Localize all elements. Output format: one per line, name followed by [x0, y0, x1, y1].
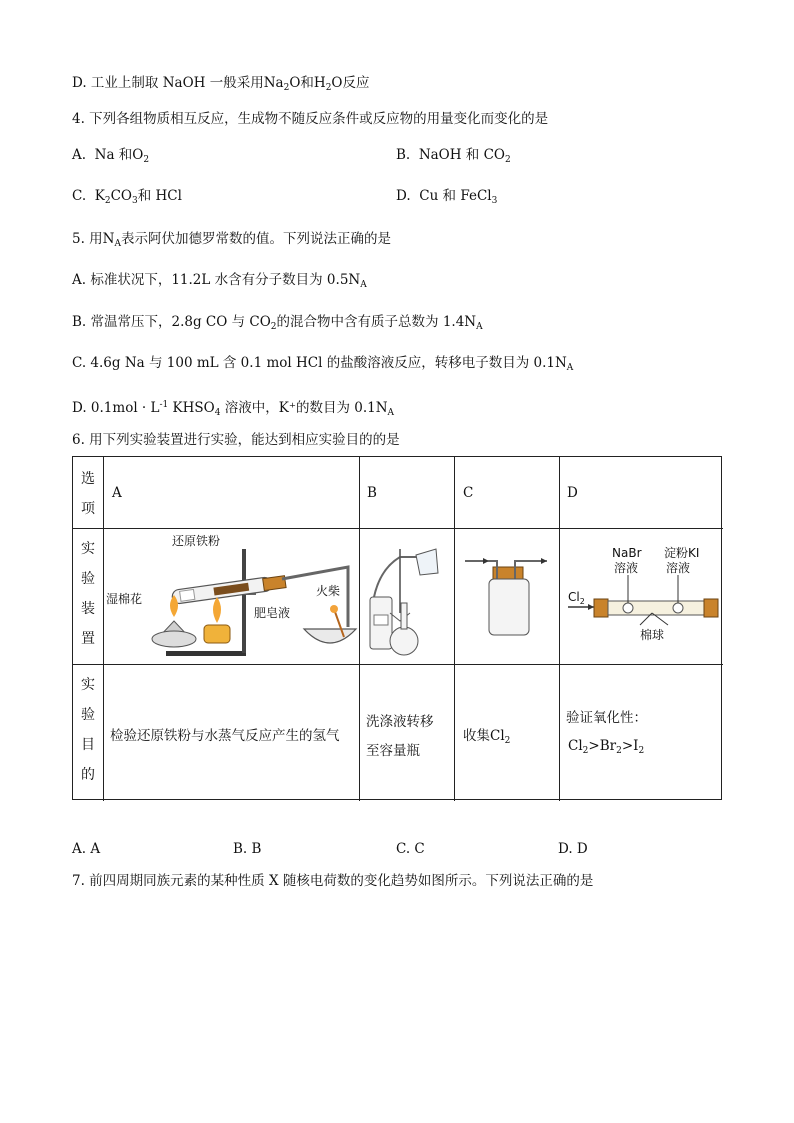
header-char: 项	[81, 501, 95, 517]
option-text: CO	[110, 188, 132, 204]
q3-d-prefix: D. 工业上制取 NaOH 一般采用	[72, 75, 264, 91]
formula-cl2: Cl	[490, 728, 505, 744]
purpose-a: 检验还原铁粉与水蒸气反应产生的氢气	[110, 728, 340, 744]
label-cl2: $Cl_2$	[568, 590, 585, 606]
purpose-d-line1: 验证氧化性：	[566, 710, 647, 726]
test-tube	[171, 575, 286, 605]
formula-h2o: H	[313, 75, 326, 91]
option-text: K	[94, 188, 105, 204]
stand-rod	[242, 549, 246, 653]
header-char: 验	[81, 571, 95, 587]
formula-text: >Br	[588, 738, 617, 754]
header-char: 实	[81, 541, 95, 557]
purpose-b-line2: 至容量瓶	[366, 743, 420, 759]
inlet-arrowhead	[483, 558, 489, 564]
header-a: A	[112, 485, 122, 501]
q5-option-c	[72, 354, 573, 377]
label-match: 火柴	[316, 584, 341, 598]
bottle-label	[374, 615, 388, 625]
header-d: D	[567, 485, 578, 501]
stand-base	[166, 651, 246, 656]
apparatus-b-figure	[360, 529, 454, 664]
subscript: 2	[504, 736, 511, 746]
subscript: 2	[104, 196, 111, 206]
symbol-na: N	[102, 231, 115, 247]
option-text: C. 4.6g Na 与 100 mL 含 0.1 mol HCl 的盐酸溶液反应，转移电子数目为 0.1N	[72, 355, 567, 371]
subscript: A	[387, 408, 395, 418]
label-cotton-ball: 棉球	[640, 628, 665, 642]
cl2-arrowhead	[588, 604, 594, 610]
apparatus-d-figure	[560, 529, 722, 664]
formula-na2o: Na	[263, 75, 284, 91]
right-stopper	[704, 599, 718, 617]
option-text: 的混合物中含有质子总数为 1.4N	[276, 314, 477, 330]
subscript: A	[360, 280, 367, 290]
header-char: 的	[81, 767, 95, 783]
glass-tube	[608, 601, 704, 615]
subscript: 2	[143, 155, 150, 165]
q4-option-d	[396, 187, 497, 210]
option-text: A. 标准状况下，11.2L 水含有分子数目为 0.5N	[72, 272, 361, 288]
option-label: C.	[72, 188, 87, 204]
gas-bottle	[489, 579, 529, 635]
header-c: C	[463, 485, 474, 501]
option-text: 和 HCl	[137, 188, 182, 204]
row-apparatus-head	[73, 534, 103, 654]
header-char: 验	[81, 707, 95, 723]
subscript: 2	[582, 746, 589, 756]
option-text: B. 常温常压下，2.8g CO 与 CO	[72, 314, 271, 330]
label-soap: 肥皂液	[254, 606, 291, 620]
q6-table	[72, 456, 723, 801]
option-label: D.	[396, 188, 411, 204]
option-text: KHSO	[168, 400, 215, 416]
q3-option-d	[72, 74, 370, 97]
subscript: 2	[616, 746, 622, 756]
header-char: 实	[81, 677, 95, 693]
option-text: NaOH 和 CO	[418, 147, 505, 163]
subscript: 4	[214, 408, 221, 418]
q4-stem: 4. 下列各组物质相互反应，生成物不随反应条件或反应物的用量变化而变化的是	[72, 111, 549, 127]
row-purpose-head	[73, 670, 103, 790]
outlet-arrowhead	[541, 558, 547, 564]
subscript: A	[566, 363, 574, 373]
answer-d: D. D	[558, 841, 588, 857]
option-text: 溶液中，K⁺的数目为 0.1N	[220, 400, 388, 416]
stem-text: 表示阿伏加德罗常数的值。下列说法正确的是	[120, 231, 391, 247]
left-stopper	[594, 599, 608, 617]
subscript: A	[476, 322, 483, 332]
subscript: 2	[270, 322, 277, 332]
header-char: 目	[81, 737, 95, 753]
label-starch-ki: 淀粉KI	[664, 546, 700, 560]
label-ki-solution: 溶液	[666, 561, 691, 575]
q5-option-a	[72, 271, 367, 294]
answer-c: C. C	[396, 841, 425, 857]
subscript: 3	[491, 196, 498, 206]
flask-neck	[401, 603, 407, 629]
q4-option-c	[72, 187, 182, 210]
evaporating-dish	[304, 629, 356, 643]
purpose-d-line2	[568, 738, 644, 756]
subscript: 3	[131, 196, 138, 206]
label-wet-cotton: 湿棉花	[106, 592, 143, 606]
apparatus-c-figure	[455, 529, 559, 664]
option-text: D. 0.1mol · L	[72, 400, 160, 416]
purpose-b-line1: 洗涤液转移	[366, 714, 434, 730]
formula-tail: O	[289, 75, 301, 91]
q3-d-suffix: 反应	[342, 75, 370, 91]
header-char: 置	[81, 631, 95, 647]
subscript: 2	[505, 155, 511, 165]
wet-cotton	[180, 589, 195, 601]
subscript: 2	[325, 83, 332, 93]
q7-stem: 7. 前四周期同族元素的某种性质 X 随核电荷数的变化趋势如图所示。下列说法正确的是	[72, 873, 594, 889]
option-text: Na 和O	[94, 147, 144, 163]
label-nabr-solution: 溶液	[614, 561, 639, 575]
purpose-c	[463, 724, 510, 746]
q5-option-d	[72, 396, 394, 422]
lamp-base	[152, 631, 196, 647]
label-iron-powder: 还原铁粉	[172, 534, 221, 548]
q5-option-b	[72, 313, 483, 336]
beaker	[416, 549, 438, 575]
superscript: -1	[159, 400, 169, 410]
alcohol-lamp-right	[204, 625, 230, 643]
cotton-ball-ki	[673, 603, 683, 613]
header-b: B	[367, 485, 377, 501]
volumetric-flask	[390, 627, 418, 655]
purpose-text: 收集	[463, 728, 490, 744]
label-nabr: NaBr	[612, 546, 642, 560]
option-label: B.	[396, 147, 411, 163]
subscript: A	[114, 239, 121, 249]
option-text: Cu 和 FeCl	[419, 188, 492, 204]
stem-text: 5. 用	[72, 231, 103, 247]
answer-b: B. B	[233, 841, 262, 857]
q6-stem: 6. 用下列实验装置进行实验，能达到相应实验目的的是	[72, 432, 400, 448]
option-label: A.	[72, 147, 87, 163]
table-divider	[72, 664, 723, 665]
conjunction: 和	[300, 75, 314, 91]
q5-stem	[72, 230, 391, 253]
answer-a: A. A	[72, 841, 101, 857]
header-char: 选	[81, 471, 95, 487]
header-char: 装	[81, 601, 95, 617]
cotton-ball-nabr	[623, 603, 633, 613]
apparatus-a-figure	[104, 529, 359, 664]
subscript: 2	[638, 746, 645, 756]
q4-option-a	[72, 146, 149, 169]
rubber-tube	[374, 557, 424, 597]
match-flame	[330, 605, 338, 613]
q4-option-b	[396, 146, 511, 169]
subscript: 2	[283, 83, 290, 93]
flame-right	[213, 597, 221, 623]
formula-text: >I	[621, 738, 639, 754]
formula-text: Cl	[568, 738, 583, 754]
header-col0	[73, 464, 103, 524]
formula-tail: O	[331, 75, 343, 91]
